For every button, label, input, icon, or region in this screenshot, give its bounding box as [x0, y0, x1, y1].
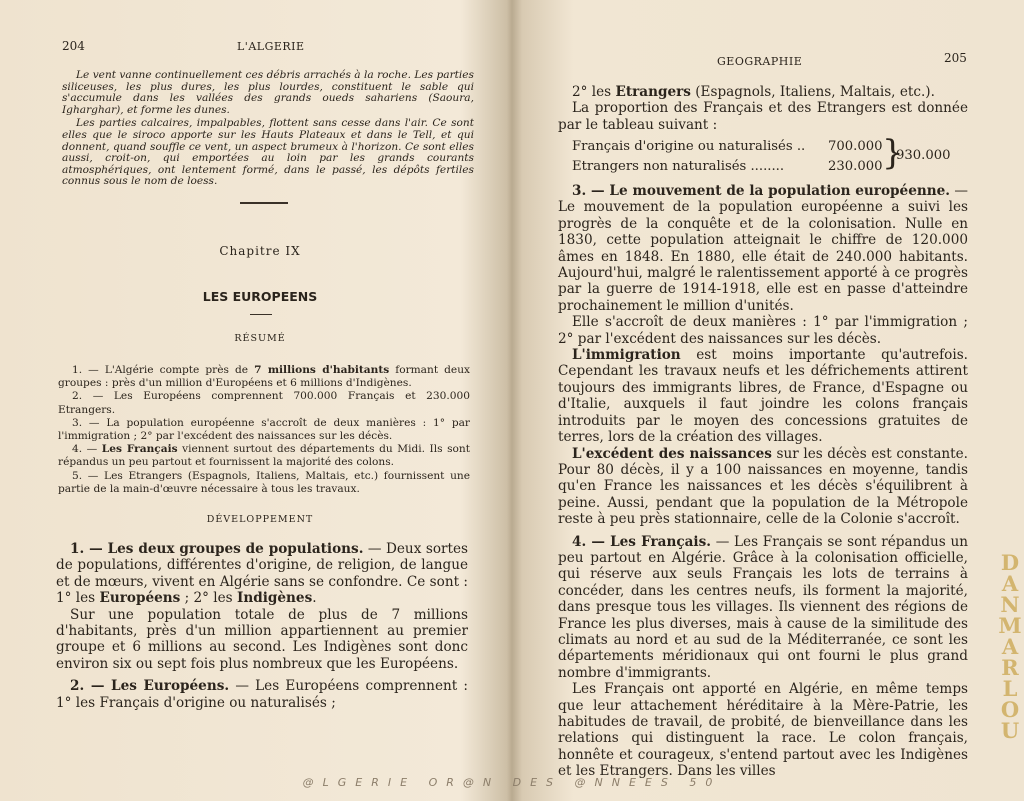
resume-item: 1. — L'Algérie compte près de 7 millions d'habitants formant deux groupes : près d'un million d'Européens et 6 millions d'Indigènes. — [58, 364, 470, 390]
section-3-paragraph-3: L'immigration est moins importante qu'autrefois. Cependant les travaux neufs et les défrichements attirent toujours des immigrants libres, de France, d'Espagne ou d'Italie, auxquels il faut joindre les colons français introduits par le moyen des concessions gratuites de terres, lors de la création des villages. — [558, 347, 968, 446]
left-page-number: 204 — [62, 39, 85, 53]
resume-list — [58, 364, 470, 496]
left-page — [0, 0, 510, 801]
chapter-title: LES EUROPEENS — [202, 289, 318, 304]
section-2-heading: 2. — Les Européens. — [70, 678, 230, 695]
table-brace: } — [882, 133, 904, 173]
title-underline — [250, 314, 272, 315]
section-1-paragraph-2: Sur une population totale de plus de 7 millions d'habitants, près d'un million appartiennent au premier groupe et 6 millions au second. Les Indigènes sont donc environ six ou sept fois plus nombreux que les Européens. — [56, 606, 468, 672]
resume-item: 5. — Les Etrangers (Espagnols, Italiens, Maltais, etc.) fournissent une partie de la main-d'œuvre nécessaire à tous les travaux. — [58, 469, 470, 495]
section-4-paragraph-2: Les Français ont apporté en Algérie, en même temps que leur attachement héréditaire à la Mère-Patrie, les habitudes de travail, de probité, de bienveillance dans les relations qui distinguent la race. Le colon français, honnête et courageux, s'entend partout avec les Indigènes et les Etrangers. Dans les villes — [558, 681, 968, 780]
resume-item: 2. — Les Européens comprennent 700.000 Français et 230.000 Etrangers. — [58, 390, 470, 416]
watermark: @LGERIE OR@N DES @NNEES 50 — [302, 776, 722, 789]
resume-item: 4. — Les Français viennent surtout des départements du Midi. Ils sont répandus un peu partout et fournissent la majorité des colons. — [58, 443, 470, 469]
foreigners-line: 2° les Etrangers (Espagnols, Italiens, Maltais, etc.). — [572, 84, 935, 100]
italic-note — [62, 70, 474, 190]
section-3-paragraph-4: L'excédent des naissances sur les décès est constante. Pour 80 décès, il y a 100 naissances en moyenne, tandis qu'en France les naissances et les décès s'équilibrent à peine. Aussi, pendant que la population de la Métropole reste à peu près stationnaire, celle de la Colonie s'accroît. — [558, 445, 969, 528]
section-1-paragraph: 1. — Les deux groupes de populations. — Deux sortes de populations, différentes d'origine, de religion, de langue et de mœurs, vivent en Algérie sans se confondre. Ce sont : 1° les Européens ; 2° les Indigènes. — [56, 541, 468, 607]
resume-heading: RÉSUMÉ — [234, 333, 286, 344]
left-running-head: L'ALGERIE — [237, 40, 305, 53]
italic-paragraph: Les parties calcaires, impalpables, flottent sans cesse dans l'air. Ce sont elles que le siroco apporte sur les Hauts Plateaux et dans le Tell, et qui donnent, quand souffle ce vent, un aspect brumeux à l'horizon. Ce sont elles aussi, croit-on, qui emportées au loin par les grands courants atmosphériques, ont lentement formé, dans le passé, les dépôts fertiles connus sous le nom de loess. — [62, 117, 474, 188]
section-2-paragraph: 2. — Les Européens. — Les Européens comprennent : 1° les Français d'origine ou naturalisés ; — [56, 678, 469, 711]
resume-item: 3. — La population européenne s'accroît de deux manières : 1° par l'immigration ; 2° par l'excédent des naissances sur les décès. — [58, 416, 470, 443]
section-3-paragraph-2: Elle s'accroît de deux manières : 1° par l'immigration ; 2° par l'excédent des naissances sur les décès. — [558, 314, 968, 347]
section-1-heading: 1. — Les deux groupes de populations. — [70, 541, 364, 557]
section-4-heading: 4. — Les Français. — [572, 533, 711, 550]
right-main-text — [558, 183, 968, 780]
table-total: 930.000 — [896, 148, 951, 163]
right-page-number: 205 — [944, 51, 967, 65]
proportion-paragraph: La proportion des Français et des Etrangers est donnée par le tableau suivant : — [558, 100, 968, 133]
section-4-paragraph: 4. — Les Français. — Les Français se sont répandus un peu partout en Algérie. Grâce à la colonisation officielle, qui réserve aux seuls Français les lots de terrains à concéder, dans les centres neufs, ils forment la majorité, dans presque tous les villages. Ils viennent des régions de France les plus diverses, mais à cause de la similitude des climats au nord et au sud de la Méditerranée, ce sont les départements méridionaux qui ont fourni le plus grand nombre d'immigrants. — [558, 533, 968, 681]
development-text — [56, 541, 468, 711]
table-row-2-label: Etrangers non naturalisés ........ — [572, 159, 785, 174]
table-row-1-label: Français d'origine ou naturalisés .. — [572, 139, 806, 154]
table-row-1-value: 700.000 — [828, 139, 883, 154]
section-divider — [240, 202, 288, 204]
developpement-heading: DÉVELOPPEMENT — [206, 514, 314, 525]
section-3-paragraph: 3. — Le mouvement de la population européenne. — Le mouvement de la population européenne a suivi les progrès de la conquête et de la colonisation. Nulle en 1830, cette population atteignait le chiffre de 120.000 âmes en 1848. En 1880, elle était de 240.000 habitants. Aujourd'hui, malgré le ralentissement apporté à ce progrès par la guerre de 1914-1918, elle est en passe d'atteindre prochainement le million d'unités. — [558, 183, 969, 314]
table-row-2-value: 230.000 — [828, 159, 883, 174]
section-3-heading: 3. — Le mouvement de la population européenne. — [572, 183, 950, 199]
right-running-head: GEOGRAPHIE — [717, 55, 803, 68]
italic-paragraph: Le vent vanne continuellement ces débris arrachés à la roche. Les parties siliceuses, les plus dures, les plus lourdes, constituent le sable qui s'accumule dans les vallées des grands oueds sahariens (Saoura, Igharghar), et forme les dunes. — [62, 69, 474, 116]
side-stamp: DANMARLOU — [998, 550, 1022, 743]
chapter-label: Chapitre IX — [219, 244, 301, 258]
right-intro — [558, 84, 968, 133]
right-page — [512, 0, 1024, 801]
